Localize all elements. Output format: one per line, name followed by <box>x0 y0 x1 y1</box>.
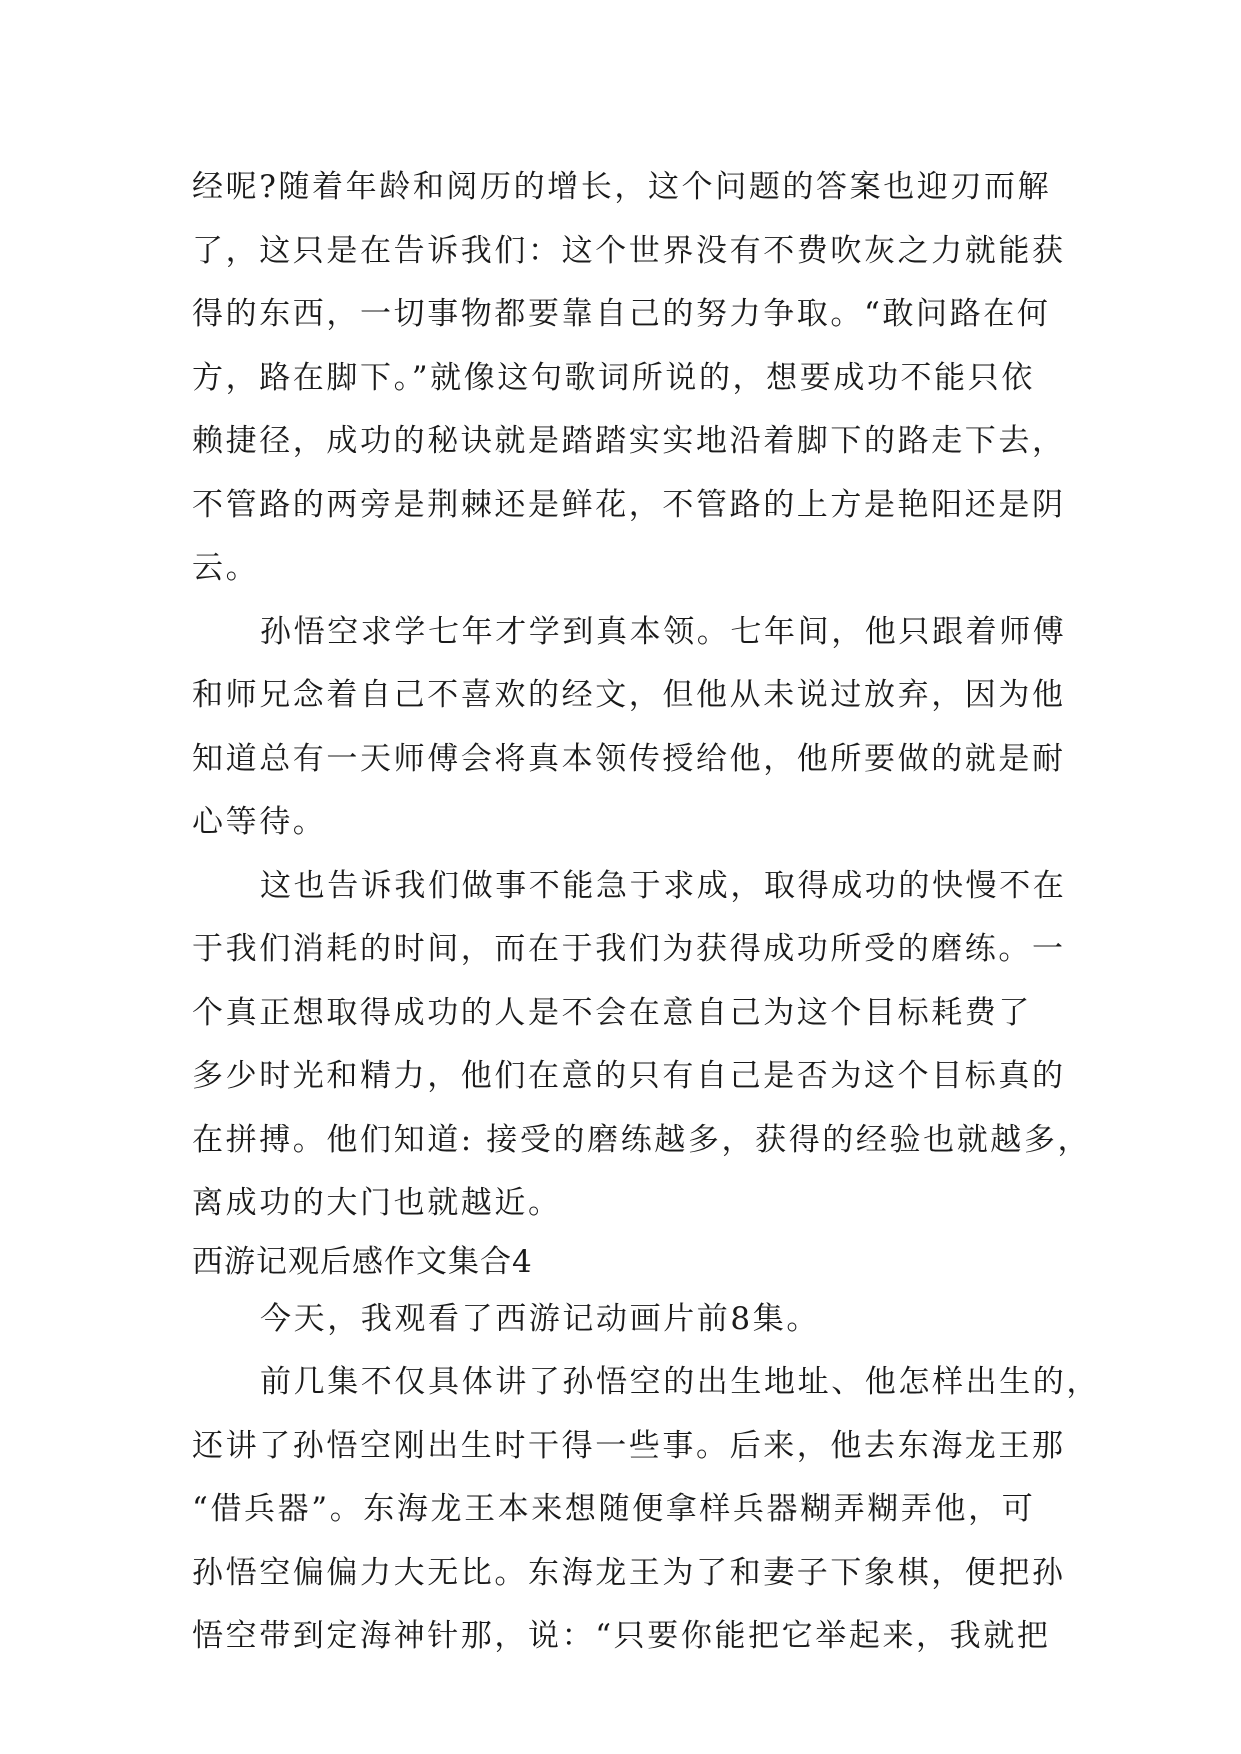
text-line: 孙悟空偏偏力大无比。东海龙王为了和妻子下象棋，便把孙 <box>192 1554 1066 1591</box>
text-line: 方，路在脚下。”就像这句歌词所说的，想要成功不能只依 <box>192 359 1035 396</box>
text-line: 了，这只是在告诉我们：这个世界没有不费吹灰之力就能获 <box>192 232 1066 269</box>
text-line: 在拼搏。他们知道: 接受的磨练越多，获得的经验也就越多， <box>192 1121 1092 1158</box>
text-line: 离成功的大门也就越近。 <box>192 1185 562 1221</box>
text-line: 得的东西，一切事物都要靠自己的努力争取。“敢问路在何 <box>192 296 1051 332</box>
text-line: 心等待。 <box>192 804 327 840</box>
section-title: 西游记观后感作文集合4 <box>192 1243 533 1280</box>
text-line: 还讲了孙悟空刚出生时干得一些事。后来，他去东海龙王那 <box>192 1427 1066 1464</box>
text-line: 于我们消耗的时间，而在于我们为获得成功所受的磨练。一 <box>192 931 1066 967</box>
text-line: 赖捷径，成功的秘诀就是踏踏实实地沿着脚下的路走下去， <box>192 423 1066 459</box>
text-line: 悟空带到定海神针那，说：“只要你能把它举起来，我就把 <box>192 1618 1051 1654</box>
text-line: 今天，我观看了西游记动画片前8集。 <box>260 1300 820 1337</box>
text-line: 个真正想取得成功的人是不会在意自己为这个目标耗费了 <box>192 994 1032 1031</box>
text-line: 孙悟空求学七年才学到真本领。七年间，他只跟着师傅 <box>260 613 1067 650</box>
text-line: 多少时光和精力，他们在意的只有自己是否为这个目标真的 <box>192 1058 1066 1094</box>
text-line: 知道总有一天师傅会将真本领传授给他，他所要做的就是耐 <box>192 740 1066 777</box>
text-line: 经呢?随着年龄和阅历的增长，这个问题的答案也迎刃而解 <box>192 169 1052 205</box>
text-line: 和师兄念着自己不喜欢的经文，但他从未说过放弃，因为他 <box>192 677 1066 713</box>
text-line: 云。 <box>192 550 260 586</box>
text-line: 前几集不仅具体讲了孙悟空的出生地址、他怎样出生的， <box>260 1364 1100 1400</box>
text-line: “借兵器”。东海龙王本来想随便拿样兵器糊弄糊弄他，可 <box>192 1491 1036 1527</box>
text-line: 不管路的两旁是荆棘还是鲜花，不管路的上方是艳阳还是阴 <box>192 486 1066 523</box>
document-body <box>192 156 1100 1669</box>
text-line: 这也告诉我们做事不能急于求成，取得成功的快慢不在 <box>260 867 1067 904</box>
